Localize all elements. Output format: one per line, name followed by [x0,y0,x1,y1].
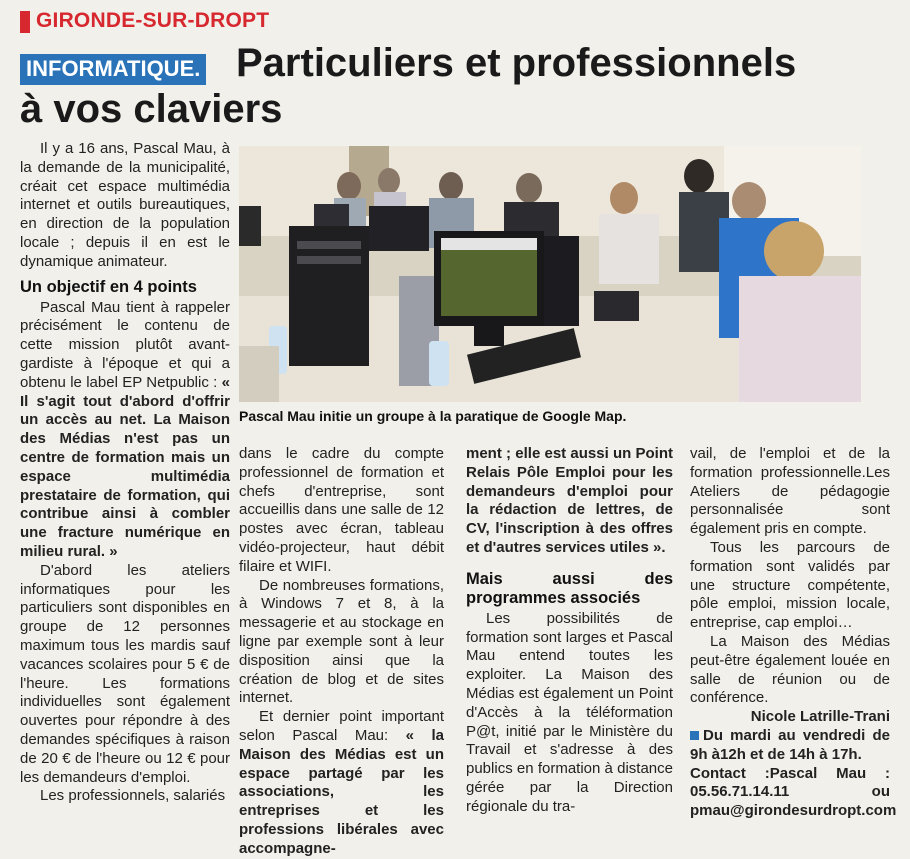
paragraph-travail: vail, de l'emploi et de la formation professionnelle.Les Ateliers de pédagogie personnalisée sont également pris en compte. [690,445,890,538]
info-square-icon [690,731,699,740]
quote-bold-2: « la Maison des Médias est un espace partagé par les associations, les entreprises et les professions libérales avec accompagne- [239,726,444,857]
column-2 [239,445,444,859]
headline: Particuliers et professionnels [236,41,797,85]
paragraph-professionnels: Les professionnels, salariés [40,787,226,805]
kicker-label: INFORMATIQUE. [20,54,206,85]
info-contact: Contact :Pascal Mau : 05.56.71.14.11 ou pmau@girondesurdropt.com [690,764,897,820]
paragraph-parcours: Tous les parcours de formation sont validés par une structure compétente, pôle emploi, mission locale, entreprise, cap emploi… [690,538,890,632]
paragraph-compte: dans le cadre du compte professionnel de formation et chefs d'entreprise, sont accueillis dans une salle de 12 postes avec écran, tableau vidéo-projecteur, haut débit filaire et WIFI. [239,445,444,575]
section-tag: GIRONDE-SUR-DROPT [36,9,270,32]
paragraph-mission-text: Pascal Mau tient à rappeler précisément le contenu de cette mission plutôt avant-gardiste à l'époque et qui a obtenu le label EP Netpublic : [20,298,230,391]
paragraph-ateliers: D'abord les ateliers informatiques pour les particuliers sont disponibles en groupe de 12 personnes maximum tous les mardis sauf vacances scolaires pour 5 € de l'heure. Les formations individuelles sont également ouvertes pour répondre à des demandes spécifiques à raison de 20 € de l'heure ou 12 € pour les demandeurs d'emploi. [20,561,230,786]
paragraph-point-relais: ment ; elle est aussi un Point Relais Pôle Emploi pour les demandeurs d'emploi pour la rédaction de lettres, de CV, l'inscription à des offres et d'autres services utiles ». [466,445,673,556]
info-hours [690,727,890,765]
paragraph-location: La Maison des Médias peut-être également louée en salle de réunion ou de conférence. [690,632,890,707]
column-3 [466,445,673,817]
paragraph-dernier-point [239,708,444,858]
section-marker [20,11,30,33]
subheading-programmes: Mais aussi des programmes associés [466,569,673,607]
paragraph-mission [20,299,230,562]
author-signature: Nicole Latrille-Trani [750,708,890,726]
photo-caption: Pascal Mau initie un groupe à la paratique de Google Map. [239,408,627,424]
subheading-objectif: Un objectif en 4 points [20,277,197,296]
intro-paragraph: Il y a 16 ans, Pascal Mau, à la demande de la municipalité, créait cet espace multimédia internet et outils bureautiques, en direction de la population locale ; depuis il en est le dynamique animateur. [20,140,230,270]
column-1 [20,140,230,806]
paragraph-dernier-point-text: Et dernier point important selon Pascal Mau: [239,708,444,744]
article-photo [239,146,861,402]
quote-bold: « Il s'agit tout d'abord d'offrir un accès au net. La Maison des Médias n'est pas un centre de formation mais un espace multimédia prestataire de formation, qui contribue ainsi à combler une fracture numérique en milieu rural. » [20,373,230,560]
column-4 [690,445,897,821]
paragraph-possibilites: Les possibilités de formation sont larges et Pascal Mau entend toutes les exploiter. La Maison des Médias est également un Point d'Accès à la téléformation P@t, initié par le Ministère du Travail et s'adresse à des publics en formation à distance gérée par la Direction régionale du tra- [466,609,673,815]
paragraph-formations: De nombreuses formations, à Windows 7 et 8, à la messagerie et au stockage en ligne par exemple sont à leur disposition ainsi que la création de blog et de sites internet. [239,576,444,707]
headline-line-2: à vos claviers [20,87,283,131]
info-hours-text: Du mardi au vendredi de 9h à12h et de 14h à 17h. [690,726,890,763]
